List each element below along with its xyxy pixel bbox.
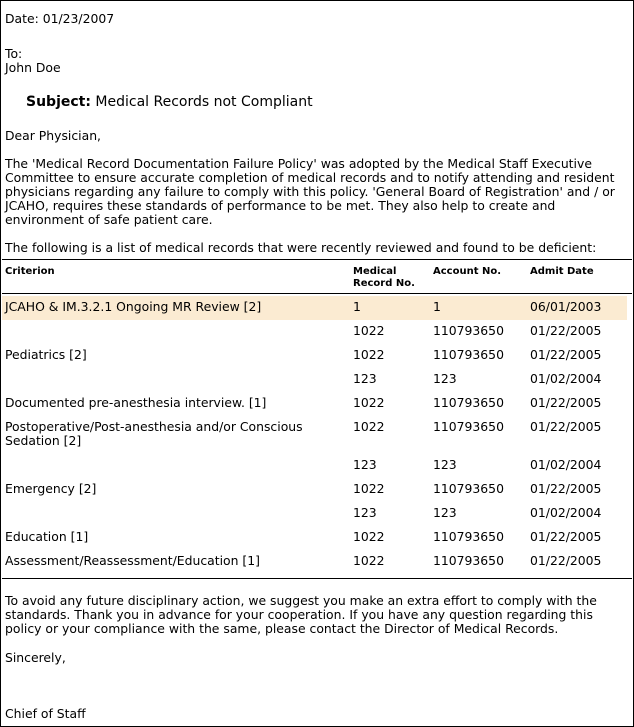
- admit-date-cell: 01/02/2004: [530, 371, 602, 386]
- date-line: Date: 01/23/2007: [5, 11, 115, 26]
- admit-date-cell: 01/02/2004: [530, 457, 602, 472]
- intro-line: environment of safe patient care.: [5, 212, 213, 227]
- closing-line: standards. Thank you in advance for your cooperation. If you have any question regarding this: [5, 607, 593, 622]
- criterion-cell: Assessment/Reassessment/Education [1]: [5, 553, 260, 568]
- admit-date-cell: 01/22/2005: [530, 529, 602, 544]
- admit-date-cell: 01/02/2004: [530, 505, 602, 520]
- signoff: Sincerely,: [5, 650, 66, 665]
- criterion-cell: Documented pre-anesthesia interview. [1]: [5, 395, 267, 410]
- admit-date-cell: 01/22/2005: [530, 323, 602, 338]
- intro-line: physicians regarding any failure to comply with this policy. 'General Board of Registration' and / or: [5, 184, 615, 199]
- criterion-cell: Education [1]: [5, 529, 89, 544]
- medical-record-cell: 1022: [353, 529, 385, 544]
- admit-date-cell: 01/22/2005: [530, 419, 602, 434]
- account-cell: 110793650: [433, 419, 504, 434]
- subject-text: Medical Records not Compliant: [95, 94, 313, 110]
- medical-record-cell: 1: [353, 299, 361, 314]
- medical-record-cell: 1022: [353, 347, 385, 362]
- medical-record-cell: 123: [353, 371, 377, 386]
- table-row: [2, 344, 627, 368]
- table-header-rule: [2, 293, 632, 294]
- header-account: Account No.: [433, 266, 502, 277]
- admit-date-cell: 01/22/2005: [530, 347, 602, 362]
- recipient-name: John Doe: [5, 60, 61, 75]
- account-cell: 110793650: [433, 395, 504, 410]
- admit-date-cell: 01/22/2005: [530, 395, 602, 410]
- list-intro: The following is a list of medical records that were recently reviewed and found to be deficient:: [5, 240, 597, 255]
- table-row: [2, 478, 627, 502]
- medical-record-cell: 1022: [353, 553, 385, 568]
- table-row: [2, 416, 627, 454]
- account-cell: 1: [433, 299, 441, 314]
- account-cell: 123: [433, 505, 457, 520]
- intro-line: Committee to ensure accurate completion of medical records and to notify attending and resident: [5, 170, 615, 185]
- table-row: [2, 502, 627, 526]
- medical-record-cell: 1022: [353, 395, 385, 410]
- criterion-cell: Emergency [2]: [5, 481, 97, 496]
- account-cell: 123: [433, 371, 457, 386]
- table-bottom-rule: [2, 578, 632, 579]
- table-top-rule: [2, 259, 632, 260]
- closing-line: To avoid any future disciplinary action, we suggest you make an extra effort to comply with the: [5, 593, 597, 608]
- table-row: [2, 526, 627, 550]
- signature: Chief of Staff: [5, 706, 86, 721]
- closing-line: policy or your compliance with the same, please contact the Director of Medical Records.: [5, 621, 559, 636]
- admit-date-cell: 01/22/2005: [530, 553, 602, 568]
- intro-line: The 'Medical Record Documentation Failure Policy' was adopted by the Medical Staff Executive: [5, 156, 592, 171]
- header-medical-record-line2: Record No.: [353, 278, 415, 289]
- account-cell: 110793650: [433, 323, 504, 338]
- medical-record-cell: 1022: [353, 323, 385, 338]
- intro-line: JCAHO, requires these standards of performance to be met. They also help to create and: [5, 198, 556, 213]
- account-cell: 110793650: [433, 553, 504, 568]
- salutation: Dear Physician,: [5, 128, 101, 143]
- admit-date-cell: 06/01/2003: [530, 299, 602, 314]
- account-cell: 110793650: [433, 529, 504, 544]
- header-medical-record-line1: Medical: [353, 266, 397, 277]
- header-admit-date: Admit Date: [530, 266, 594, 277]
- medical-record-cell: 1022: [353, 419, 385, 434]
- table-row: [2, 392, 627, 416]
- criterion-cell: JCAHO & IM.3.2.1 Ongoing MR Review [2]: [5, 299, 262, 314]
- table-row: [2, 368, 627, 392]
- table-row: [2, 454, 627, 478]
- account-cell: 110793650: [433, 347, 504, 362]
- account-cell: 110793650: [433, 481, 504, 496]
- account-cell: 123: [433, 457, 457, 472]
- medical-record-cell: 123: [353, 505, 377, 520]
- medical-record-cell: 1022: [353, 481, 385, 496]
- to-label: To:: [5, 46, 23, 61]
- subject-label: Subject:: [26, 94, 91, 110]
- table-row: [2, 550, 627, 574]
- table-row: [2, 320, 627, 344]
- admit-date-cell: 01/22/2005: [530, 481, 602, 496]
- closing-paragraph: [5, 594, 629, 636]
- criterion-cell: Pediatrics [2]: [5, 347, 87, 362]
- subject-line: [26, 94, 313, 110]
- header-criterion: Criterion: [5, 266, 55, 277]
- table-row: [2, 296, 627, 320]
- medical-record-cell: 123: [353, 457, 377, 472]
- intro-paragraph: [5, 157, 629, 227]
- criterion-cell: Postoperative/Post-anesthesia and/or Conscious Sedation [2]: [5, 419, 303, 448]
- header-medical-record: [353, 266, 415, 290]
